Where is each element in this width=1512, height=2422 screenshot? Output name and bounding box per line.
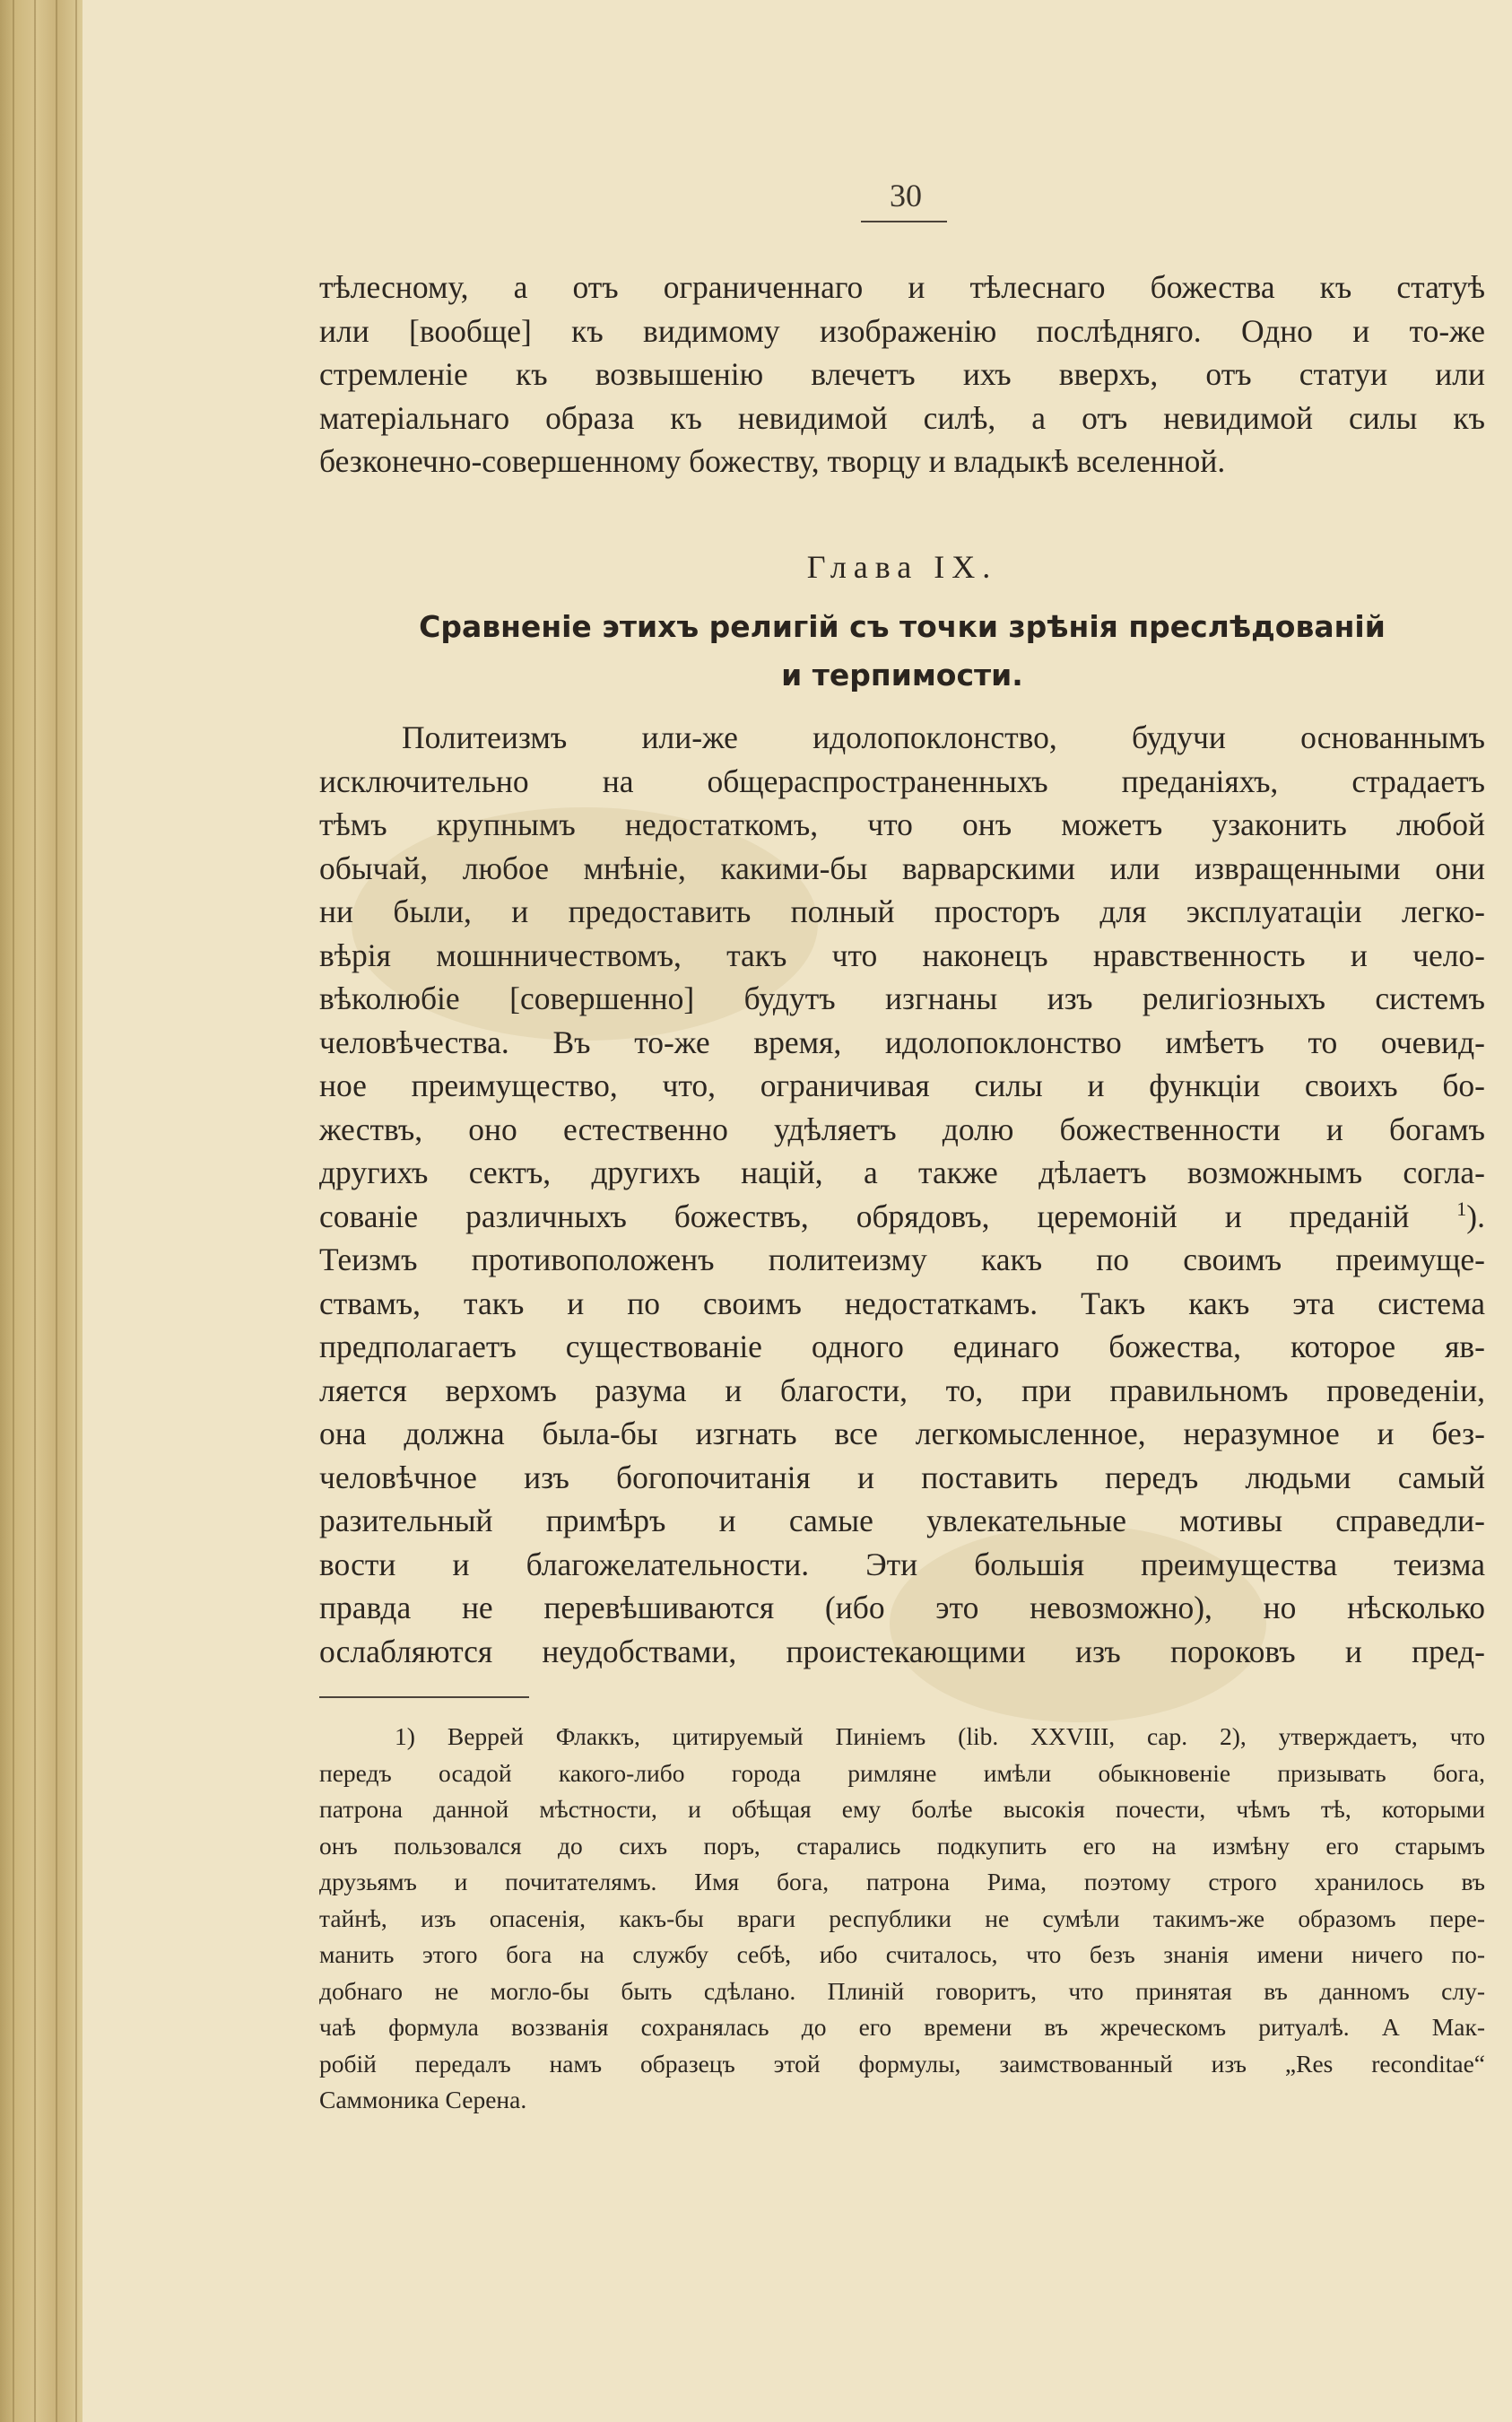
footnote-marker[interactable]: 1: [1456, 1197, 1467, 1220]
text-line: человѣчества. Въ то-же время, идолопоклонство имѣетъ то очевид-: [319, 1024, 1485, 1060]
text-line: она должна была-бы изгнать все легкомысленное, неразумное и без-: [319, 1416, 1485, 1451]
text-line: ослабляются неудобствами, проистекающими изъ пороковъ и пред-: [319, 1633, 1485, 1669]
main-paragraph: [319, 716, 1485, 1673]
text-line: другихъ сектъ, другихъ націй, а также дѣлаетъ возможнымъ согла-: [319, 1154, 1485, 1190]
chapter-title-line: Сравненіе этихъ религій съ точки зрѣнія преслѣдованій: [419, 609, 1386, 644]
text-fragment: сованіе различныхъ божествъ, обрядовъ, церемоній и преданій: [319, 1198, 1410, 1234]
text-line: Политеизмъ или-же идолопоклонство, будучи основаннымъ: [402, 719, 1485, 755]
text-line: вѣрія мошнничествомъ, такъ что наконецъ нравственность и чело-: [319, 937, 1485, 973]
footnote-marker-suffix: ).: [1466, 1198, 1485, 1234]
text-line: предполагаетъ существованіе одного единаго божества, которое яв-: [319, 1329, 1485, 1364]
page-number: 30: [890, 178, 922, 213]
text-line: правда не перевѣшиваются (ибо это невозможно), но нѣсколько: [319, 1590, 1485, 1625]
footnote-line: тайнѣ, изъ опасенія, какъ-бы враги республики не сумѣли такимъ-же образомъ пере-: [319, 1904, 1485, 1932]
gutter-page-edge: [13, 0, 14, 2422]
footnotes: [319, 1719, 1485, 2119]
text-line: человѣчное изъ богопочитанія и поставить передъ людьми самый: [319, 1459, 1485, 1495]
text-line: тѣлесному, а отъ ограниченнаго и тѣлеснаго божества къ статуѣ: [319, 269, 1485, 305]
chapter-title: [319, 603, 1485, 700]
page-number-rule: [861, 221, 947, 222]
text-line: матеріальнаго образа къ невидимой силѣ, а отъ невидимой силы къ: [319, 399, 1485, 436]
footnote-line: робій передалъ намъ образецъ этой формулы, заимствованный изъ „Res reconditae“: [319, 2049, 1485, 2078]
text-line: Теизмъ противоположенъ политеизму какъ по своимъ преимуще-: [319, 1241, 1485, 1277]
text-line: тѣмъ крупнымъ недостаткомъ, что онъ можетъ узаконить любой: [319, 806, 1485, 842]
text-line: вости и благожелательности. Эти большія преимущества теизма: [319, 1546, 1485, 1582]
gutter-page-edge: [75, 0, 77, 2422]
text-line: ляется верхомъ разума и благости, то, при правильномъ проведеніи,: [319, 1372, 1485, 1408]
text-line: разительный примѣръ и самые увлекательные мотивы справедли-: [319, 1503, 1485, 1538]
chapter-title-line: и терпимости.: [781, 658, 1023, 693]
text-line: обычай, любое мнѣніе, какими-бы варварскими или извращенными они: [319, 849, 1485, 886]
text-line: исключительно на общераспространенныхъ преданіяхъ, страдаетъ: [319, 762, 1485, 799]
footnote-line: онъ пользовался до сихъ поръ, старались подкупить его на измѣну его старымъ: [319, 1831, 1485, 1860]
footnote-line: друзьямъ и почитателямъ. Имя бога, патрона Рима, поэтому строго хранилось въ: [319, 1868, 1485, 1895]
book-gutter: [0, 0, 83, 2422]
text-line-with-footnote: [319, 1195, 1485, 1239]
footnote-line: патрона данной мѣстности, и обѣщая ему болѣе высокія почести, чѣмъ тѣ, которыми: [319, 1795, 1485, 1823]
text-line: безконечно-совершенному божеству, творцу и владыкѣ вселенной.: [319, 443, 1226, 479]
footnote-line: 1) Веррей Флаккъ, цитируемый Пиніемъ (lib. XXVIII, cap. 2), утверждаетъ, что: [395, 1722, 1485, 1750]
gutter-page-edge: [56, 0, 57, 2422]
footnote-line: Саммоника Серена.: [319, 2086, 527, 2113]
footnote-line: чаѣ формула воззванія сохранялась до его времени въ жреческомъ ритуалѣ. А Мак-: [319, 2013, 1485, 2041]
chapter-heading: Глава IX.: [806, 549, 998, 585]
gutter-page-edge: [34, 0, 36, 2422]
text-line: или [вообще] къ видимому изображенію послѣдняго. Одно и то-же: [319, 312, 1485, 349]
text-line: стремленіе къ возвышенію влечетъ ихъ вверхъ, отъ статуи или: [319, 356, 1485, 392]
text-line: ствамъ, такъ и по своимъ недостаткамъ. Такъ какъ эта система: [319, 1285, 1485, 1321]
text-line: жествъ, оно естественно удѣляетъ долю божественности и богамъ: [319, 1111, 1485, 1147]
text-line: ни были, и предоставить полный просторъ для эксплуатаціи легко-: [319, 893, 1485, 929]
footnote-line: манить этого бога на службу себѣ, ибо считалось, что безъ знанія имени ничего по-: [319, 1940, 1485, 1968]
footnote-separator: [319, 1696, 529, 1698]
footnote-line: передъ осадой какого-либо города римляне имѣли обыкновеніе призывать бога,: [319, 1758, 1485, 1787]
intro-paragraph: [319, 266, 1485, 484]
text-line: ное преимущество, что, ограничивая силы и функціи своихъ бо-: [319, 1067, 1485, 1103]
text-line: вѣколюбіе [совершенно] будутъ изгнаны изъ религіозныхъ системъ: [319, 980, 1485, 1016]
footnote-line: добнаго не могло-бы быть сдѣлано. Плиній говоритъ, что принятая въ данномъ слу-: [319, 1976, 1485, 2005]
